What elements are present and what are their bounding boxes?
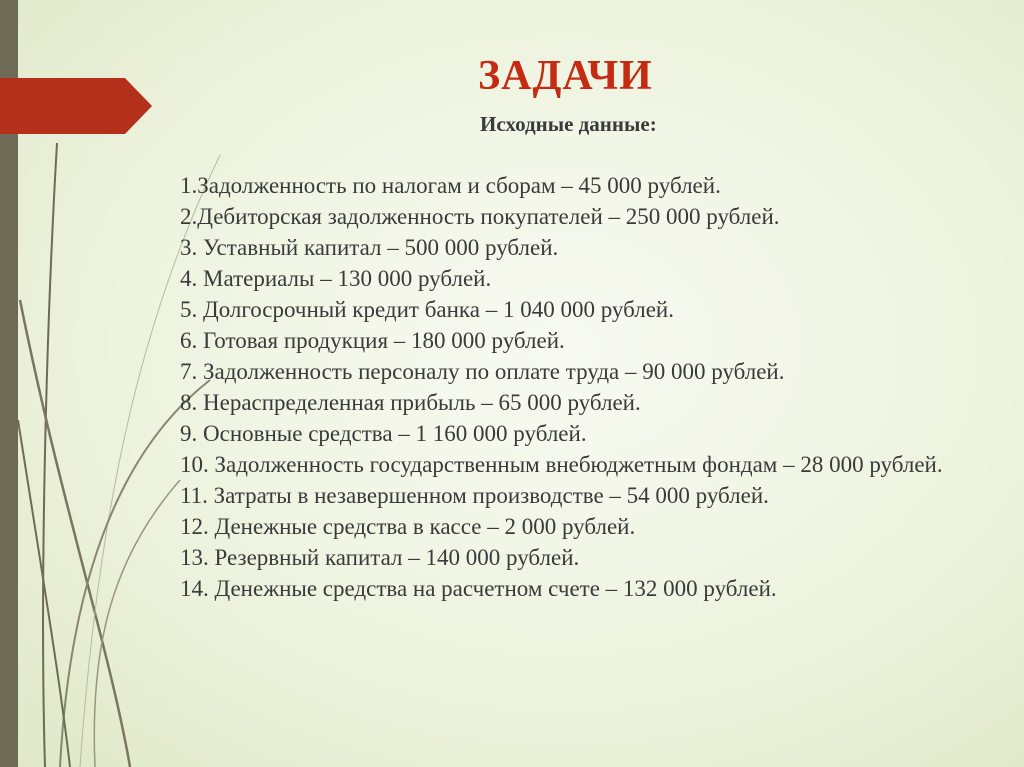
list-item: 7. Задолженность персоналу по оплате труда – 90 000 рублей.	[180, 359, 785, 384]
list-item: 1.Задолженность по налогам и сборам – 45 000 рублей.	[180, 173, 721, 198]
list-item: 14. Денежные средства на расчетном счете – 132 000 рублей.	[180, 576, 777, 601]
red-arrow-shape	[0, 78, 152, 134]
list-item: 11. Затраты в незавершенном производстве – 54 000 рублей.	[180, 483, 769, 508]
list-item: 8. Нераспределенная прибыль – 65 000 рублей.	[180, 390, 641, 415]
list-item: 12. Денежные средства в кассе – 2 000 рублей.	[180, 514, 636, 539]
list-item: 6. Готовая продукция – 180 000 рублей.	[180, 328, 565, 353]
list-item: 2.Дебиторская задолженность покупателей – 250 000 рублей.	[180, 204, 780, 229]
slide-subtitle: Исходные данные:	[480, 112, 657, 136]
list-item: 9. Основные средства – 1 160 000 рублей.	[180, 421, 587, 446]
slide-title: ЗАДАЧИ	[478, 53, 653, 99]
data-list	[180, 170, 990, 604]
list-item: 10. Задолженность государственным внебюджетным фондам – 28 000 рублей.	[180, 452, 943, 477]
list-item: 4. Материалы – 130 000 рублей.	[180, 266, 492, 291]
list-item: 3. Уставный капитал – 500 000 рублей.	[180, 235, 559, 260]
list-item: 5. Долгосрочный кредит банка – 1 040 000 рублей.	[180, 297, 674, 322]
list-item: 13. Резервный капитал – 140 000 рублей.	[180, 545, 580, 570]
